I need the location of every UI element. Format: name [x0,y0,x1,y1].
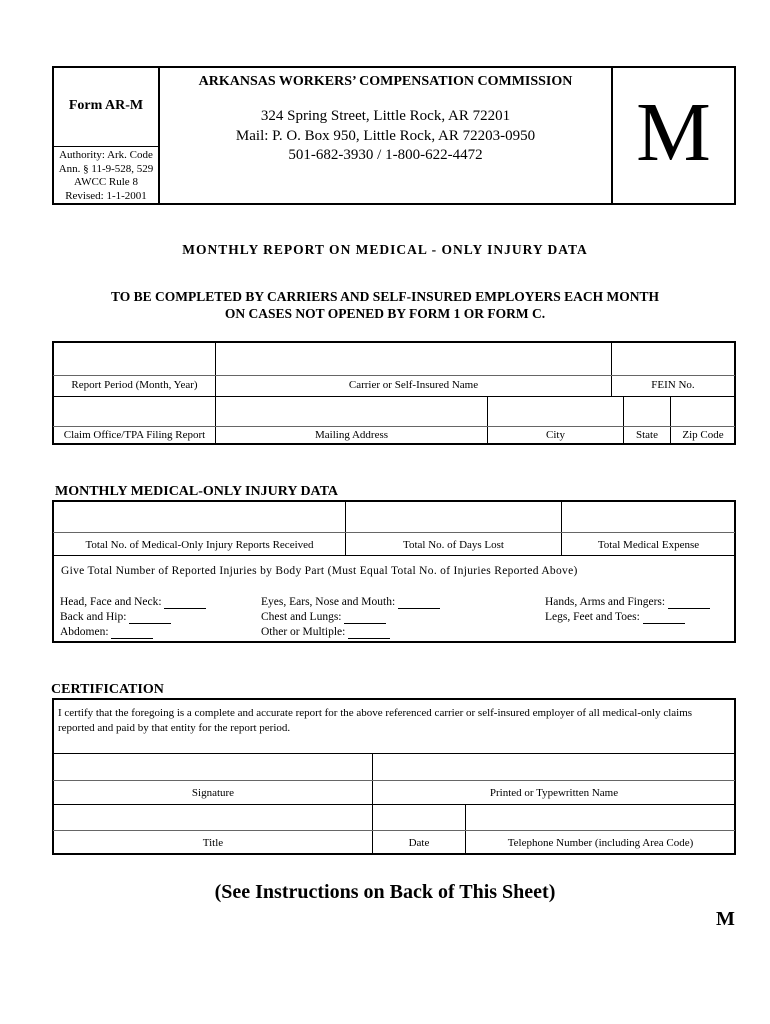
telephone-field[interactable] [468,807,734,829]
telephone-label: Telephone Number (including Area Code) [507,837,694,849]
claim-office-field[interactable] [55,399,213,425]
back-hip-row [60,611,171,624]
abdomen-label: Abdomen: [60,626,109,638]
hands-arms-label: Hands, Arms and Fingers: [545,596,666,608]
reporter-entry-line-1 [53,375,735,376]
eyes-ears-input[interactable] [398,596,440,609]
carrier-label: Carrier or Self-Insured Name [348,379,479,391]
agency-name: ARKANSAS WORKERS’ COMPENSATION COMMISSION [198,74,573,89]
back-hip-label: Back and Hip: [60,611,127,623]
total-reports-label: Total No. of Medical-Only Injury Reports Received [85,539,314,551]
days-lost-label: Total No. of Days Lost [403,539,504,551]
authority-block [54,149,158,203]
zip-label: Zip Code [682,429,724,441]
reporter-row-divider [53,396,735,397]
claim-office-label: Claim Office/TPA Filing Report [63,429,206,441]
back-hip-input[interactable] [129,611,171,624]
abdomen-row [60,626,153,639]
abdomen-input[interactable] [111,626,153,639]
total-reports-field[interactable] [55,504,343,530]
authority-line-3: AWCC Rule 8 [74,176,138,188]
carrier-name-field[interactable] [218,345,609,374]
body-part-instruction: Give Total Number of Reported Injuries by Body Part (Must Equal Total No. of Injuries Reported Above) [61,565,578,577]
phone-line: 501-682-3930 / 1-800-622-4472 [288,147,483,163]
state-label: State [636,429,658,441]
instructions-line-1: TO BE COMPLETED BY CARRIERS AND SELF-INSURED EMPLOYERS EACH MONTH [111,289,659,304]
head-face-neck-input[interactable] [164,596,206,609]
header-left-divider [53,146,158,147]
title-field[interactable] [55,807,370,829]
head-face-neck-row [60,596,206,609]
printed-name-label: Printed or Typewritten Name [489,787,619,799]
city-field[interactable] [490,399,621,425]
title-label: Title [202,837,224,849]
chest-lungs-row [261,611,386,624]
fein-label: FEIN No. [651,379,695,391]
mailing-address-field[interactable] [218,399,485,425]
authority-line-2: Ann. § 11-9-528, 529 [58,162,154,175]
other-multiple-input[interactable] [348,626,390,639]
instructions-line-2: ON CASES NOT OPENED BY FORM 1 OR FORM C. [224,306,546,321]
signature-field[interactable] [55,756,370,779]
address-line-2: Mail: P. O. Box 950, Little Rock, AR 72203-0950 [235,128,536,144]
cert-entry-line-2 [53,830,735,831]
legs-feet-input[interactable] [643,611,685,624]
injury-data-heading: MONTHLY MEDICAL-ONLY INJURY DATA [55,484,339,499]
signature-label: Signature [191,787,235,799]
address-line-1: 324 Spring Street, Little Rock, AR 72201 [260,108,511,124]
form-label: Form AR-M [68,98,144,113]
chest-lungs-label: Chest and Lungs: [261,611,342,623]
zip-field[interactable] [673,399,734,425]
fein-field[interactable] [614,345,734,374]
printed-name-field[interactable] [375,756,734,779]
days-lost-field[interactable] [348,504,559,530]
cert-entry-line-1 [53,780,735,781]
report-period-field[interactable] [55,345,213,374]
eyes-ears-row [261,596,440,609]
cert-row-divider-2 [53,804,735,805]
medical-expense-field[interactable] [564,504,734,530]
legs-feet-row [545,611,685,624]
see-instructions-note: (See Instructions on Back of This Sheet) [214,881,556,903]
reporter-entry-line-2 [53,426,735,427]
form-title: MONTHLY REPORT ON MEDICAL - ONLY INJURY DATA [182,242,588,257]
other-multiple-row [261,626,390,639]
report-period-label: Report Period (Month, Year) [71,379,198,391]
legs-feet-label: Legs, Feet and Toes: [545,611,640,623]
form-letter: M [636,86,711,179]
mailing-address-label: Mailing Address [314,429,389,441]
head-face-neck-label: Head, Face and Neck: [60,596,162,608]
injury-row-divider [53,555,735,556]
eyes-ears-label: Eyes, Ears, Nose and Mouth: [261,596,396,608]
authority-line-1: Authority: Ark. Code [59,149,153,161]
chest-lungs-input[interactable] [344,611,386,624]
cert-row-divider-1 [53,753,735,754]
certification-heading: CERTIFICATION [51,682,164,697]
medical-expense-label: Total Medical Expense [597,539,700,551]
other-multiple-label: Other or Multiple: [261,626,346,638]
authority-line-4: Revised: 1-1-2001 [65,189,147,202]
date-field[interactable] [375,807,463,829]
certification-statement: I certify that the foregoing is a complete and accurate report for the above referenced carrier or self-insured employer of all medical-only claims reported and paid by that entity for the report period. [58,707,693,734]
state-field[interactable] [626,399,668,425]
city-label: City [546,429,565,441]
hands-arms-input[interactable] [668,596,710,609]
date-label: Date [408,837,430,849]
injury-entry-line [53,532,735,533]
hands-arms-row [545,596,710,609]
page-letter: M [716,908,735,930]
